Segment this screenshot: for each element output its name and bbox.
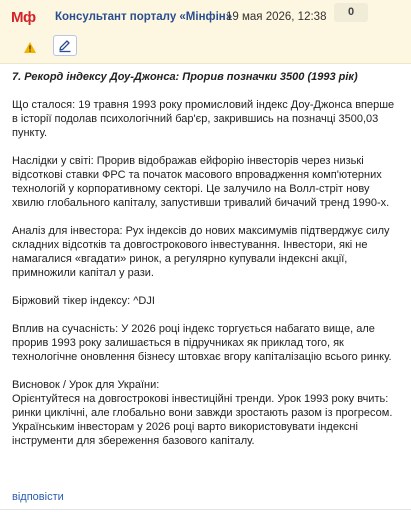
paragraph-conclusion: Орієнтуйтеся на довгострокові інвестиційні тренди. Урок 1993 року вчить: ринки циклічні, але глобально вони завжди зростають разом із прогресом. Українським інвесторам у 2026 році варто використовувати індексні інструменти для збереження базового капіталу.: [12, 393, 393, 447]
comment-author[interactable]: Консультант порталу «Мінфін»: [55, 11, 233, 23]
paragraph-modern-impact: Вплив на сучасність: У 2026 році індекс торгується набагато вище, але прорив 1993 року залишається в підручниках як приклад того, як технологічне оновлення бізнесу штовхає вгору капіталізацію всього ринку.: [12, 323, 392, 363]
comment-header: [0, 0, 411, 64]
paragraph-analysis: Аналіз для інвестора: Рух індексів до нових максимумів підтверджує силу складних відсотків та довгострокового інвестування. Інвестори, які не намагалися «вгадати» ринок, а регулярно купували індексні акції, примножили капітал у рази.: [12, 225, 390, 279]
pencil-icon: [58, 39, 72, 53]
divider: [0, 509, 411, 510]
edit-button[interactable]: [53, 35, 77, 56]
paragraph-what-happened: Що сталося: 19 травня 1993 року промисловий індекс Доу-Джонса вперше в історії подолав психологічний бар'єр, закрившись на позначці 3500,03 пункту.: [12, 99, 395, 139]
comment-body: [12, 70, 402, 448]
reply-link[interactable]: відповісти: [12, 491, 64, 503]
paragraph-ticker: Біржовий тікер індексу: ^DJI: [12, 295, 155, 307]
paragraph-consequences: Наслідки у світі: Прорив відображав ейфорію інвесторів через низькі відсоткові ставки ФРС та початок масового впровадження комп'ютерних технологій у корпоративному секторі. Це залучило на Волл-стріт нову хвилю глобального капіталу, запустивши тривалий бичачий тренд 1990-х.: [12, 155, 390, 209]
paragraph-conclusion-heading: Висновок / Урок для України:: [12, 379, 160, 391]
vote-count[interactable]: 0: [334, 3, 368, 22]
minfin-logo: Мф: [11, 9, 36, 26]
comment-title: 7. Рекорд індексу Доу-Джонса: Прорив позначки 3500 (1993 рік): [12, 71, 358, 83]
comment-date: 19 мая 2026, 12:38: [226, 11, 327, 23]
warning-icon[interactable]: [24, 40, 36, 51]
